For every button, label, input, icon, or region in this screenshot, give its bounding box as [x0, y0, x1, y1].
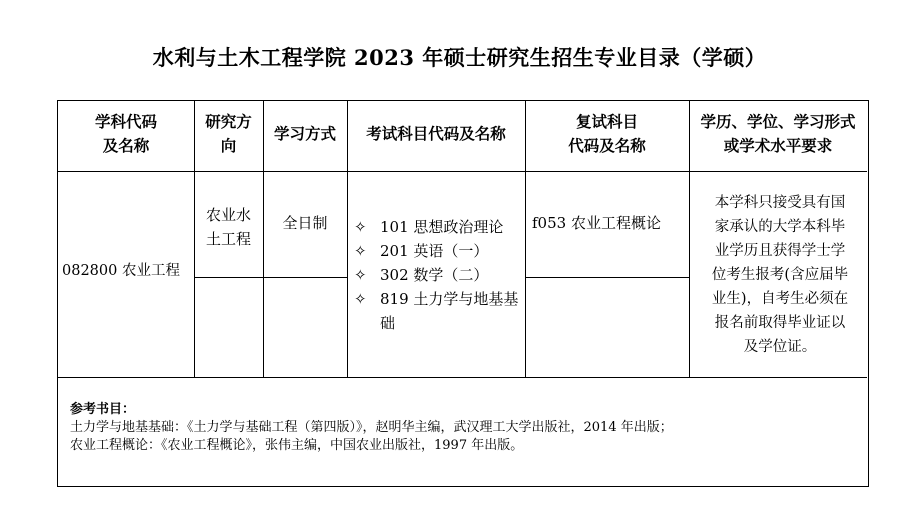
- requirement-line: 位考生报考(含应届毕: [711, 267, 849, 283]
- diamond-icon: ✧: [354, 290, 367, 308]
- requirement-cell: [695, 191, 865, 359]
- requirement-line: 业生)，自考生必须在: [711, 291, 849, 307]
- reference-line: 土力学与地基基础：《土力学与基础工程（第四版）》，赵明华主编，武汉理工大学出版社，2014 年出版；: [70, 420, 673, 435]
- header-retest-line1: 复试科目: [575, 112, 638, 131]
- header-subject: [58, 110, 194, 158]
- header-req-line2: 或学术水平要求: [723, 136, 833, 155]
- direction-cell: [194, 203, 263, 251]
- subject-cell: 082800 农业工程: [62, 263, 180, 279]
- exam-item: [354, 287, 524, 335]
- references-title: 参考书目：: [70, 402, 136, 417]
- requirement-line: 业学历且获得学士学: [714, 243, 846, 259]
- header-requirement: [689, 110, 867, 158]
- mode-cell: 全日制: [282, 214, 328, 232]
- header-retest-line2: 代码及名称: [568, 136, 646, 155]
- header-req-line1: 学历、学位、学习形式: [700, 112, 856, 131]
- requirement-line: 家承认的大学本科毕: [714, 219, 846, 235]
- requirement-line: 及学位证。: [743, 339, 817, 355]
- header-exam: [347, 122, 525, 146]
- exam-item-text: 302 数学（二）: [380, 266, 489, 284]
- diamond-icon: ✧: [354, 242, 367, 260]
- header-direction-line1: 研究方: [205, 112, 252, 131]
- exam-item: [354, 239, 524, 263]
- header-direction-line2: 向: [220, 136, 237, 155]
- diamond-icon: ✧: [354, 218, 367, 236]
- requirement-line: 本学科只接受具有国: [714, 195, 846, 211]
- exam-item-text: 201 英语（一）: [380, 242, 489, 260]
- header-mode-line1: 学习方式: [273, 124, 336, 143]
- direction-line1: 农业水: [205, 206, 251, 224]
- header-retest: [525, 110, 689, 158]
- header-subject-line2: 及名称: [102, 136, 150, 155]
- exam-item-text: 819 土力学与地基基础: [380, 290, 519, 332]
- header-mode: [263, 122, 347, 146]
- requirement-line: 报名前取得毕业证以: [714, 315, 846, 331]
- header-direction: [194, 110, 263, 158]
- reference-line: 农业工程概论：《农业工程概论》，张伟主编，中国农业出版社，1997 年出版。: [70, 438, 524, 453]
- exam-item: [354, 215, 524, 239]
- exam-item-text: 101 思想政治理论: [380, 218, 504, 236]
- exam-cell: [354, 215, 524, 335]
- page-title: 水利与土木工程学院 2023 年硕士研究生招生专业目录（学硕）: [152, 45, 767, 70]
- direction-line2: 土工程: [205, 230, 251, 248]
- retest-cell: f053 农业工程概论: [532, 214, 661, 232]
- header-subject-line1: 学科代码: [94, 112, 157, 131]
- exam-item: [354, 263, 524, 287]
- catalog-table: [57, 100, 869, 487]
- header-exam-line1: 考试科目代码及名称: [366, 124, 506, 143]
- diamond-icon: ✧: [354, 266, 367, 284]
- references-section: [70, 401, 673, 455]
